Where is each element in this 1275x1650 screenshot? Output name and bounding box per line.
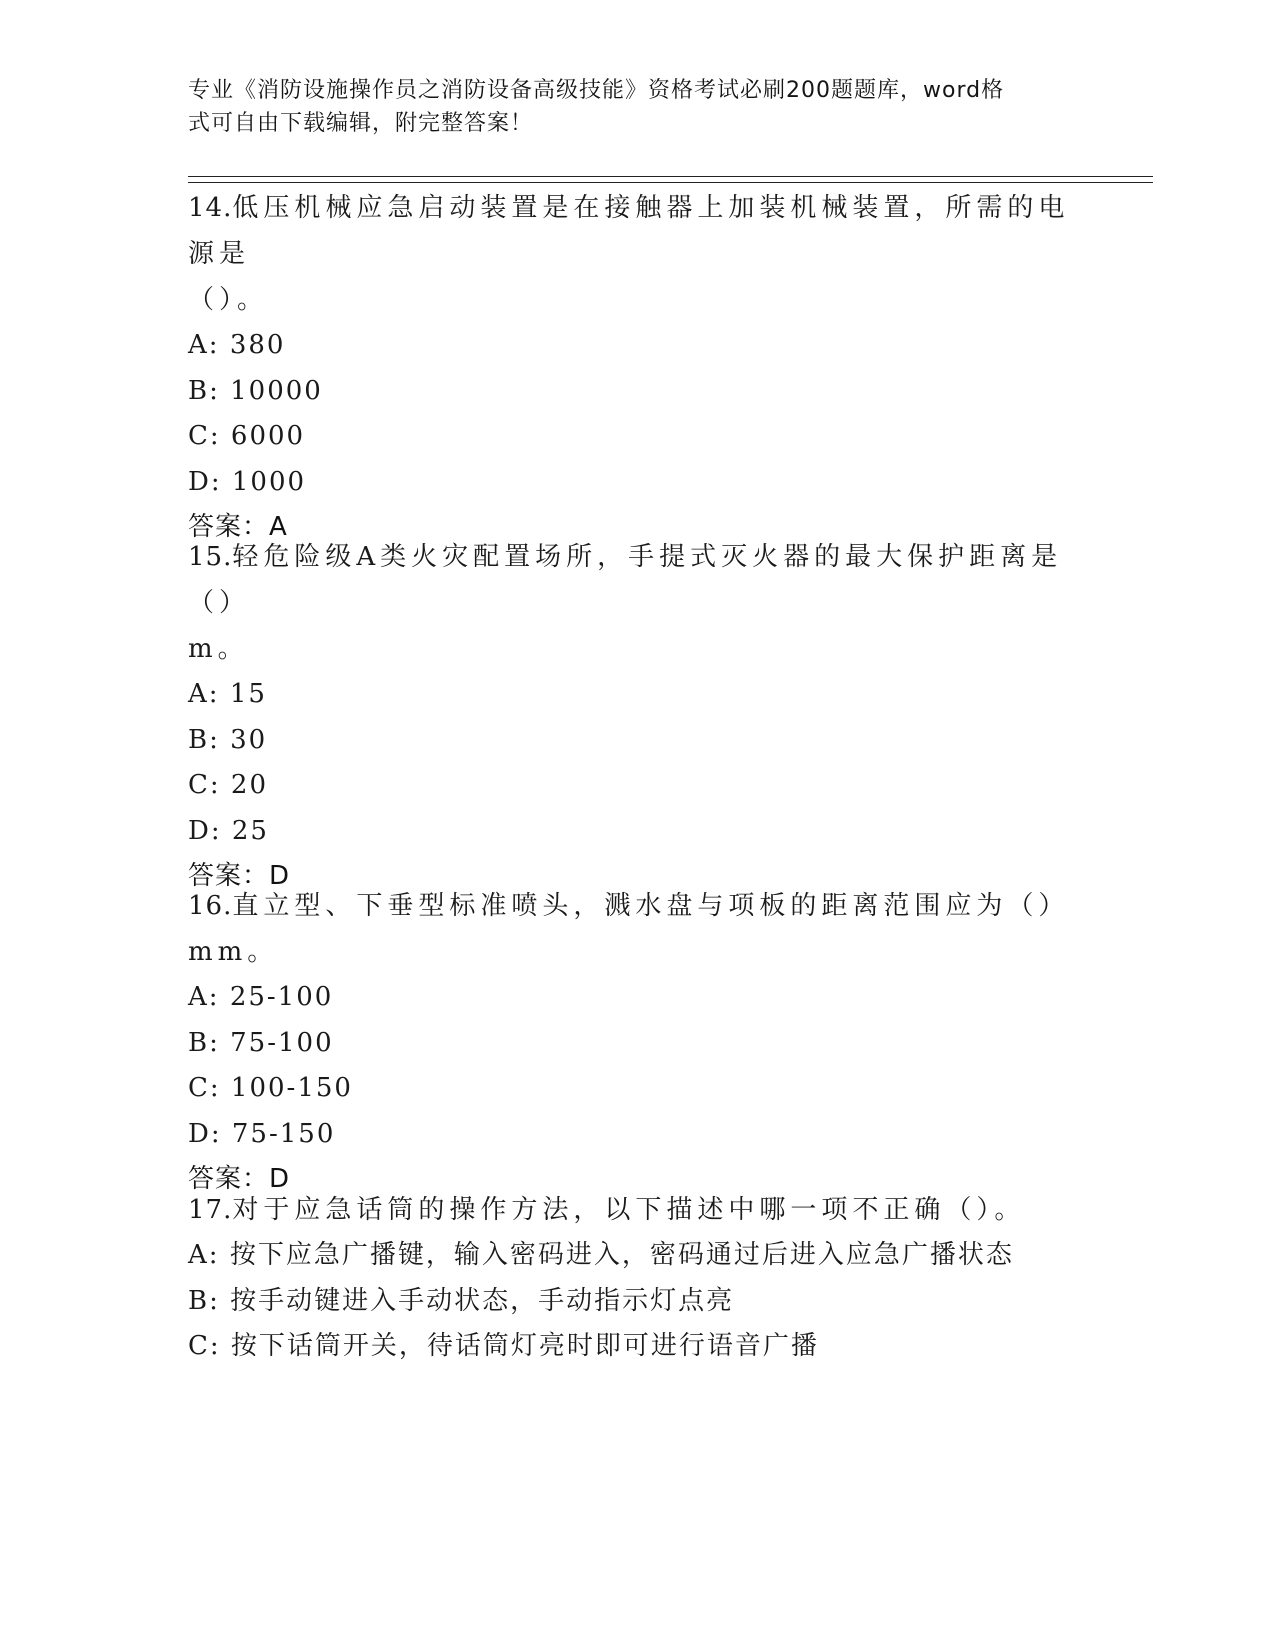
option-c xyxy=(188,763,1088,809)
question-number: 14. xyxy=(188,193,233,223)
option-label: A: xyxy=(188,982,220,1012)
question-text: 轻危险级A类火灾配置场所，手提式灭火器的最大保护距离是（） xyxy=(188,542,1063,618)
question-stem xyxy=(188,185,1088,277)
option-text: 按下话筒开关，待话筒灯亮时即可进行语音广播 xyxy=(230,1331,819,1361)
question-number: 17. xyxy=(188,1195,233,1225)
header-divider-top xyxy=(188,176,1153,177)
option-label: C: xyxy=(188,1073,221,1103)
document-header xyxy=(188,74,1088,140)
option-label: D: xyxy=(188,466,222,497)
question-stem xyxy=(188,1187,1088,1233)
option-label: B: xyxy=(188,1027,220,1058)
option-text: 380 xyxy=(229,330,286,360)
header-line-1: 专业《消防设施操作员之消防设备高级技能》资格考试必刷200题题库，word格 xyxy=(188,78,1005,103)
question-stem xyxy=(188,534,1088,626)
option-text: 100-150 xyxy=(230,1073,353,1103)
option-text: 25-100 xyxy=(229,982,334,1012)
option-text: 6000 xyxy=(230,421,306,451)
question-16 xyxy=(188,883,1088,1202)
header-divider-bottom xyxy=(188,182,1153,183)
option-b xyxy=(188,1279,1088,1325)
question-number: 16. xyxy=(188,891,233,921)
question-number: 15. xyxy=(188,542,233,572)
option-text: 按手动键进入手动状态，手动指示灯点亮 xyxy=(230,1285,735,1316)
option-text: 75-150 xyxy=(231,1118,336,1149)
option-text: 30 xyxy=(230,724,268,755)
option-text: 10000 xyxy=(230,375,323,406)
option-b xyxy=(188,369,1088,415)
question-14 xyxy=(188,185,1088,550)
option-label: D: xyxy=(188,1118,222,1149)
option-text: 75-100 xyxy=(230,1027,334,1058)
header-line-2: 式可自由下载编辑，附完整答案！ xyxy=(188,111,534,136)
option-a xyxy=(188,1233,1088,1279)
answer-label: 答案： xyxy=(188,861,270,891)
option-text: 按下应急广播键，输入密码进入，密码通过后进入应急广播状态 xyxy=(229,1240,1014,1270)
question-text: 对于应急话筒的操作方法，以下描述中哪一项不正确（）。 xyxy=(232,1195,1026,1225)
option-d xyxy=(188,809,1088,855)
option-d xyxy=(188,460,1088,506)
option-label: C: xyxy=(188,421,221,451)
question-text-continued: m。 xyxy=(188,634,249,664)
question-text-continued: （）。 xyxy=(188,285,269,315)
question-text: 直立型、下垂型标准喷头，溅水盘与项板的距离范围应为（）mm。 xyxy=(188,891,1070,967)
option-label: C: xyxy=(188,1331,221,1361)
answer-label: 答案： xyxy=(188,512,270,542)
option-a xyxy=(188,975,1088,1021)
answer-label: 答案： xyxy=(188,1164,270,1194)
option-c xyxy=(188,1324,1088,1370)
option-d xyxy=(188,1112,1088,1158)
option-label: C: xyxy=(188,770,221,800)
option-a xyxy=(188,323,1088,369)
option-label: B: xyxy=(188,724,220,755)
option-text: 1000 xyxy=(231,466,307,497)
option-label: D: xyxy=(188,815,222,846)
option-label: A: xyxy=(188,1240,220,1270)
question-15 xyxy=(188,534,1088,899)
answer-value: A xyxy=(269,512,288,542)
option-b xyxy=(188,718,1088,764)
question-17 xyxy=(188,1187,1088,1370)
option-b xyxy=(188,1021,1088,1067)
option-c xyxy=(188,1066,1088,1112)
question-text: 低压机械应急启动装置是在接触器上加装机械装置，所需的电源是 xyxy=(188,193,1070,269)
option-label: A: xyxy=(188,330,220,360)
option-label: B: xyxy=(188,375,220,406)
answer-value: D xyxy=(269,1164,291,1194)
option-text: 25 xyxy=(231,815,269,846)
question-stem xyxy=(188,883,1088,975)
option-label: A: xyxy=(188,679,220,709)
option-c xyxy=(188,414,1088,460)
option-text: 20 xyxy=(230,770,269,800)
answer-value: D xyxy=(269,861,291,891)
option-text: 15 xyxy=(229,679,267,709)
option-a xyxy=(188,672,1088,718)
option-label: B: xyxy=(188,1285,220,1316)
